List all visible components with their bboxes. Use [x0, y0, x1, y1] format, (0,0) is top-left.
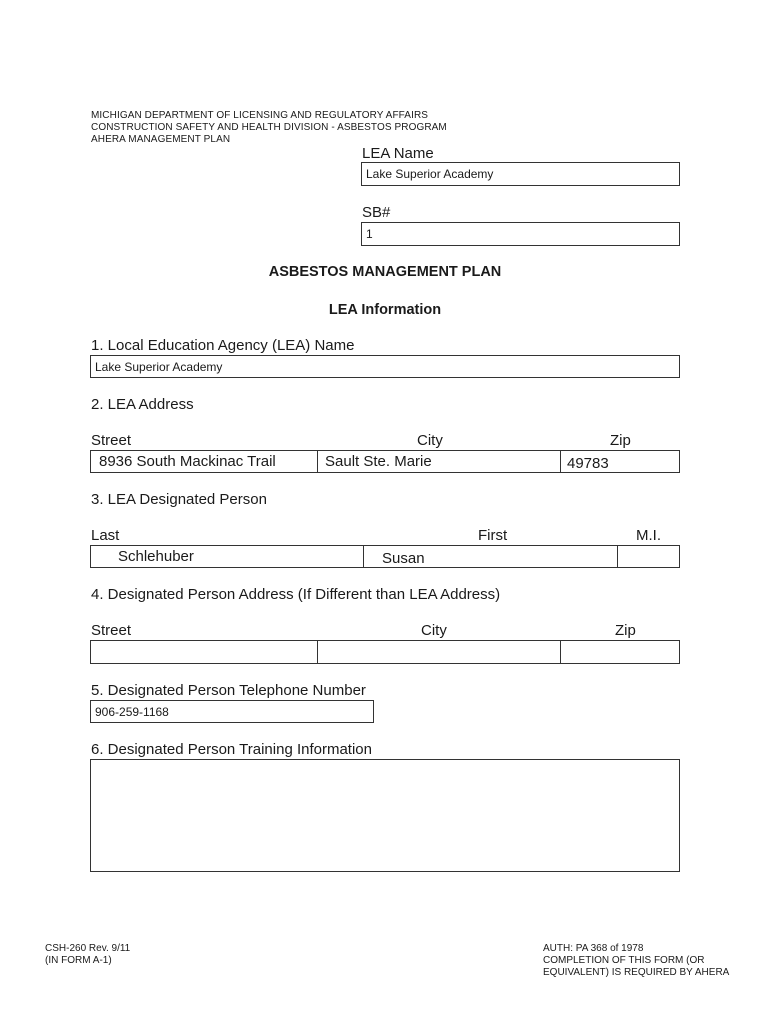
address-divider	[560, 641, 561, 663]
section-3-label: 3. LEA Designated Person	[91, 491, 267, 508]
agency-header	[91, 110, 447, 146]
lea-street-label: Street	[91, 432, 132, 449]
telephone-field[interactable]	[90, 700, 374, 723]
address-divider	[317, 451, 318, 472]
first-name-label: First	[478, 527, 508, 544]
form-code: (IN FORM A-1)	[45, 955, 112, 966]
sb-field[interactable]	[361, 222, 680, 246]
header-line-1: MICHIGAN DEPARTMENT OF LICENSING AND REGULATORY AFFAIRS	[91, 110, 429, 121]
designated-person-row	[90, 545, 680, 568]
address-divider	[317, 641, 318, 663]
authority-line: AUTH: PA 368 of 1978	[543, 943, 644, 954]
section-2-label: 2. LEA Address	[91, 396, 194, 413]
header-line-2: CONSTRUCTION SAFETY AND HEALTH DIVISION - ASBESTOS PROGRAM	[91, 122, 447, 133]
lea-address-row	[90, 450, 680, 473]
form-number	[45, 943, 130, 967]
lea-zip-field[interactable]: 49783	[567, 455, 609, 472]
lea-full-name-value: Lake Superior Academy	[95, 360, 223, 374]
sb-value: 1	[366, 227, 373, 241]
middle-initial-label: M.I.	[636, 527, 661, 544]
telephone-value: 906-259-1168	[95, 705, 169, 719]
lea-name-field[interactable]	[361, 162, 680, 186]
lea-full-name-field[interactable]	[90, 355, 680, 378]
lea-name-label: LEA Name	[362, 145, 434, 162]
section-5-label: 5. Designated Person Telephone Number	[91, 682, 366, 699]
form-revision: CSH-260 Rev. 9/11	[45, 943, 131, 954]
name-divider	[363, 546, 364, 567]
requirement-line-2: EQUIVALENT) IS REQUIRED BY AHERA	[543, 967, 730, 978]
header-line-3: AHERA MANAGEMENT PLAN	[91, 134, 231, 145]
training-information-field[interactable]	[90, 759, 680, 872]
first-name-field[interactable]: Susan	[382, 550, 425, 567]
lea-zip-label: Zip	[610, 432, 631, 449]
sb-label: SB#	[362, 204, 391, 221]
section-heading: LEA Information	[328, 302, 442, 318]
section-1-label: 1. Local Education Agency (LEA) Name	[91, 337, 355, 354]
section-4-label: 4. Designated Person Address (If Different than LEA Address)	[91, 586, 501, 603]
person-zip-label: Zip	[615, 622, 636, 639]
person-address-row	[90, 640, 680, 664]
last-name-field[interactable]: Schlehuber	[118, 548, 194, 565]
address-divider	[560, 451, 561, 472]
person-street-label: Street	[91, 622, 132, 639]
lea-street-field[interactable]: 8936 South Mackinac Trail	[99, 453, 276, 470]
requirement-line-1: COMPLETION OF THIS FORM (OR	[543, 955, 705, 966]
section-6-label: 6. Designated Person Training Information	[91, 741, 372, 758]
name-divider	[617, 546, 618, 567]
lea-city-field[interactable]: Sault Ste. Marie	[325, 453, 432, 470]
lea-name-value: Lake Superior Academy	[366, 167, 494, 181]
form-title: ASBESTOS MANAGEMENT PLAN	[268, 264, 502, 280]
person-city-label: City	[421, 622, 447, 639]
last-name-label: Last	[91, 527, 120, 544]
lea-city-label: City	[417, 432, 443, 449]
authority-notice	[543, 943, 729, 979]
